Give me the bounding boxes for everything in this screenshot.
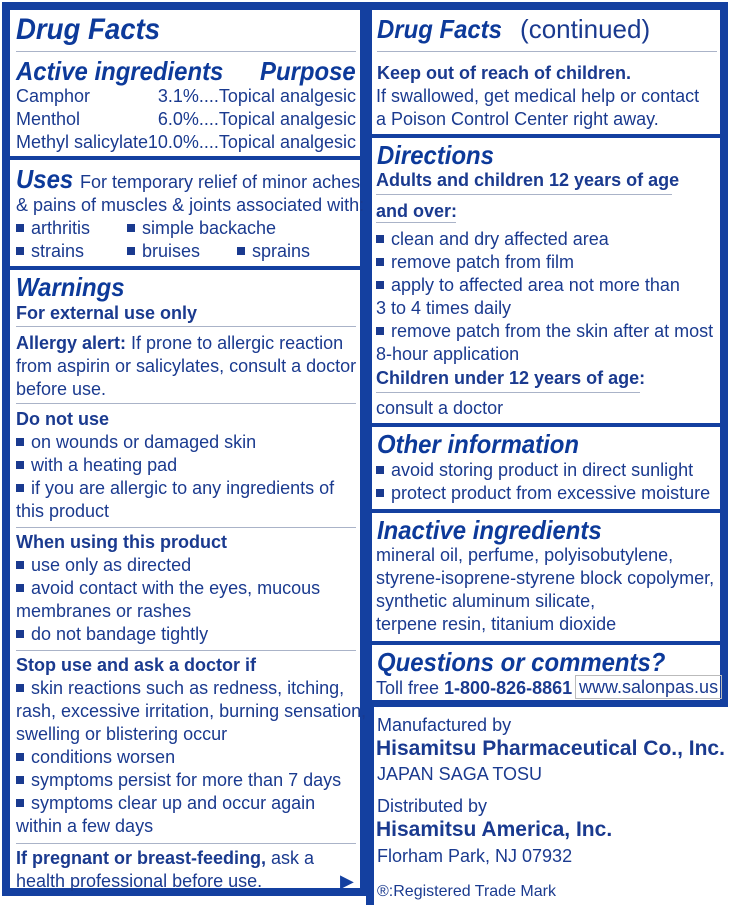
consult-doctor: consult a doctor — [376, 398, 504, 418]
list-item: with a heating pad — [16, 454, 177, 476]
list-item: apply to affected area not more than — [376, 274, 680, 296]
list-item-cont: swelling or blistering occur — [16, 724, 228, 744]
ingredient-name: Camphor — [16, 86, 91, 106]
page-title: Drug Facts — [16, 13, 161, 46]
list-item-cont: rash, excessive irritation, burning sensation, — [16, 701, 367, 721]
list-item: symptoms persist for more than 7 days — [16, 769, 341, 791]
list-item: remove patch from film — [376, 251, 574, 273]
list-item-cont: membranes or rashes — [16, 601, 192, 621]
divider — [16, 403, 356, 404]
divider — [16, 326, 356, 327]
list-item: use only as directed — [16, 554, 191, 576]
keep-text: a Poison Control Center right away. — [376, 109, 659, 129]
questions-title: Questions or comments? — [377, 647, 666, 677]
list-item: avoid storing product in direct sunlight — [376, 459, 693, 481]
list-item-cont: this product — [16, 501, 110, 521]
ingredient-name: Methyl salicylate — [16, 132, 149, 152]
uses-item: strains — [16, 240, 84, 262]
list-item: protect product from excessive moisture — [376, 482, 710, 504]
ingredient-name: Menthol — [16, 109, 81, 129]
adults-label: Adults and children 12 years of age — [376, 170, 680, 190]
trademark-note: ®:Registered Trade Mark — [377, 883, 556, 900]
allergy-text: before use. — [16, 379, 107, 399]
divider — [16, 51, 356, 52]
continued-title: Drug Facts (continued) — [377, 14, 651, 44]
list-item-cont: 8-hour application — [376, 344, 520, 364]
divider — [16, 650, 356, 651]
right-edge — [366, 700, 374, 905]
uses-item: sprains — [237, 240, 310, 262]
purpose-header: Purpose — [260, 56, 356, 86]
manufacturer: Hisamitsu Pharmaceutical Co., Inc. — [376, 737, 725, 760]
list-item: if you are allergic to any ingredients of — [16, 477, 334, 499]
keep-out-reach: Keep out of reach of children. — [377, 63, 632, 83]
ingredient-purpose: 3.1%....Topical analgesic — [157, 86, 356, 106]
external-use: For external use only — [16, 303, 198, 323]
divider — [16, 843, 356, 844]
list-item: conditions worsen — [16, 746, 175, 768]
uses-item: bruises — [127, 240, 200, 262]
allergy-text: from aspirin or salicylates, consult a doctor — [16, 356, 357, 376]
directions-title: Directions — [377, 140, 494, 170]
keep-text: If swallowed, get medical help or contact — [376, 86, 700, 106]
distributed-by: Distributed by — [377, 796, 488, 816]
inactive-text: synthetic aluminum silicate, — [376, 591, 596, 611]
list-item: symptoms clear up and occur again — [16, 792, 315, 814]
other-info-title: Other information — [377, 429, 579, 459]
allergy-alert: Allergy alert: If prone to allergic reaction — [16, 333, 344, 353]
uses-title: Uses — [16, 164, 74, 194]
divider — [376, 222, 456, 223]
adults-label-cont: and over: — [376, 201, 458, 221]
divider — [16, 527, 356, 528]
active-header: Active ingredients — [16, 56, 224, 86]
manufacturer-location: JAPAN SAGA TOSU — [377, 764, 543, 784]
list-item: do not bandage tightly — [16, 623, 208, 645]
list-item: skin reactions such as redness, itching, — [16, 677, 344, 699]
list-item: remove patch from the skin after at most — [376, 320, 713, 342]
uses-item: simple backache — [127, 217, 276, 239]
pregnant-warning-cont: health professional before use. — [16, 871, 263, 891]
divider — [376, 392, 640, 393]
inactive-title: Inactive ingredients — [377, 515, 602, 545]
when-using-title: When using this product — [16, 532, 227, 552]
toll-free: Toll free 1-800-826-8861 — [376, 678, 573, 698]
uses-text: For temporary relief of minor aches — [80, 172, 361, 192]
website-link[interactable]: www.salonpas.us — [575, 675, 722, 699]
inactive-text: terpene resin, titanium dioxide — [376, 614, 617, 634]
list-item: clean and dry affected area — [376, 228, 609, 250]
distributor: Hisamitsu America, Inc. — [376, 818, 613, 841]
divider — [377, 51, 717, 52]
inactive-text: mineral oil, perfume, polyisobutylene, — [376, 545, 674, 565]
list-item: on wounds or damaged skin — [16, 431, 256, 453]
inactive-text: styrene-isoprene-styrene block copolymer, — [376, 568, 715, 588]
ingredient-purpose: 10.0%....Topical analgesic — [147, 132, 356, 152]
divider — [376, 194, 672, 195]
list-item-cont: 3 to 4 times daily — [376, 298, 512, 318]
stop-use-title: Stop use and ask a doctor if — [16, 655, 257, 675]
list-item: avoid contact with the eyes, mucous — [16, 577, 320, 599]
uses-item: arthritis — [16, 217, 90, 239]
distributor-location: Florham Park, NJ 07932 — [377, 846, 573, 866]
pregnant-warning: If pregnant or breast-feeding, ask a — [16, 848, 315, 868]
children-label: Children under 12 years of age: — [376, 368, 646, 388]
do-not-use-title: Do not use — [16, 409, 109, 429]
manufactured-by: Manufactured by — [377, 715, 512, 735]
uses-text: & pains of muscles & joints associated with: — [16, 195, 365, 215]
warnings-title: Warnings — [16, 272, 125, 302]
ingredient-purpose: 6.0%....Topical analgesic — [157, 109, 356, 129]
continue-arrow-icon: ▶ — [340, 871, 354, 891]
list-item-cont: within a few days — [16, 816, 154, 836]
